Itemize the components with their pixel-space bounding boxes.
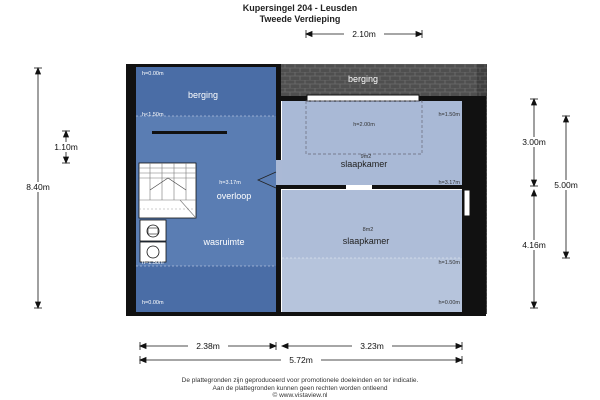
room-label-slaapkamer-top: slaapkamer — [340, 159, 388, 169]
dim-right-top: 3.00m — [522, 137, 546, 147]
dim-top-width: 2.10m — [352, 29, 376, 39]
height-left-berging: h<1.50m — [142, 112, 164, 118]
washing-machine-icon — [140, 220, 166, 241]
disclaimer-line-2: Aan de plattegronden kunnen geen rechten worden ontleend — [212, 385, 388, 392]
dim-right-total: 5.00m — [554, 180, 578, 190]
height-bedroom-low: h=1.50m — [438, 260, 460, 266]
dim-bottom-left: 2.38m — [196, 341, 220, 351]
area-top: 9m2 — [360, 154, 372, 160]
height-top-left: h=0.00m — [142, 71, 164, 77]
dim-right-bottom: 4.16m — [522, 240, 546, 250]
dim-bottom-right: 3.23m — [360, 341, 384, 351]
height-right-top: h=1.50m — [438, 112, 460, 118]
staircase — [139, 163, 196, 218]
bedroom-top-floor — [282, 100, 462, 186]
side-window — [464, 190, 470, 216]
wall-south — [126, 312, 486, 316]
dryer-icon — [140, 242, 166, 262]
height-bottom-left: h=0.00m — [142, 300, 164, 306]
room-label-berging-left: berging — [187, 90, 219, 100]
room-label-wasruimte: wasruimte — [203, 237, 245, 247]
bedroom-bottom-lowroof — [282, 258, 462, 314]
height-bedroom-mid: h=3.17m — [438, 180, 460, 186]
disclaimer-line-1: De plattegronden zijn geproduceerd voor promotionele doeleinden en ter indicatie. — [181, 377, 419, 384]
door-opening-divider — [346, 185, 372, 189]
copyright-line: © www.vistaview.nl — [272, 392, 328, 399]
roof-area — [280, 64, 477, 97]
room-label-slaapkamer-bottom: slaapkamer — [342, 236, 390, 246]
dim-left-small: 1.10m — [54, 142, 78, 152]
wall-west — [126, 64, 136, 314]
dim-bottom-total: 5.72m — [289, 355, 313, 365]
room-label-overloop: overloop — [216, 191, 252, 201]
area-bottom: 8m2 — [362, 227, 374, 233]
dim-left-total: 8.40m — [26, 182, 50, 192]
height-wasruimte: h=1.50m — [142, 260, 164, 266]
plan-subtitle: Tweede Verdieping — [259, 14, 341, 24]
plan-title: Kupersingel 204 - Leusden — [242, 3, 358, 13]
height-bottom-right: h=0.00m — [438, 300, 460, 306]
door-opening-top — [276, 160, 282, 185]
wall-north-left — [126, 64, 280, 67]
room-label-berging-right: berging — [347, 74, 379, 84]
height-dormer: h=2.00m — [353, 122, 375, 128]
height-overloop: h=3.17m — [219, 180, 241, 186]
dormer-window — [307, 95, 419, 101]
stair-railing — [152, 131, 227, 134]
